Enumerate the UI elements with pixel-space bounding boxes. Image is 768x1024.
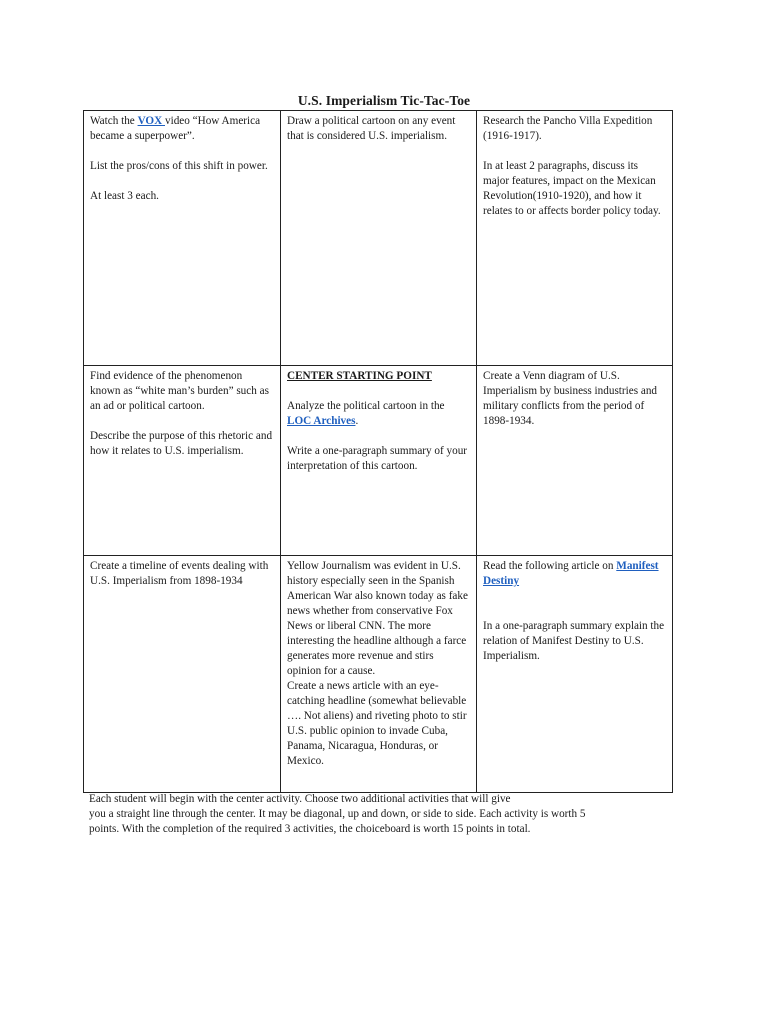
cell-text: Analyze the political cartoon in the [287,400,445,412]
cell-manifest-destiny [477,556,673,793]
cell-vox-video [84,111,281,366]
instructions-footer [89,792,669,837]
footer-line: you a straight line through the center. It may be diagonal, up and down, or side to side. Each activity is worth 5 [89,808,586,820]
cell-timeline [84,556,281,793]
loc-archives-link[interactable]: LOC Archives [287,415,356,427]
footer-line: Each student will begin with the center activity. Choose two additional activities that will give [89,793,511,805]
cell-yellow-journalism [281,556,477,793]
cell-text: Write a one-paragraph summary of your interpretation of this cartoon. [287,445,468,472]
cell-political-cartoon [281,111,477,366]
cell-text: Yellow Journalism was evident in U.S. history especially seen in the Spanish American War also known today as fake news whether from conservative Fox News or liberal CNN. The more interesting the headline although a farce generates more revenue and stirs opinion for a cause. [287,560,468,677]
footer-line: points. With the completion of the required 3 activities, the choiceboard is worth 15 points in total. [89,823,531,835]
cell-text: Draw a political cartoon on any event that is considered U.S. imperialism. [287,115,456,142]
cell-pancho-villa [477,111,673,366]
cell-text: Create a Venn diagram of U.S. Imperialism by business industries and military conflicts from the period of 1898-1934. [483,370,658,427]
board-row-1 [84,111,673,366]
cell-text: List the pros/cons of this shift in power. [90,160,268,172]
cell-text: Describe the purpose of this rhetoric and how it relates to U.S. imperialism. [90,430,273,457]
board-row-2 [84,366,673,556]
cell-center-starting-point [281,366,477,556]
cell-text: Watch the [90,115,138,127]
cell-text: Find evidence of the phenomenon known as “white man’s burden” such as an ad or political cartoon. [90,370,269,412]
tic-tac-toe-board [83,110,673,793]
center-heading: CENTER STARTING POINT [287,370,432,382]
cell-text: Create a news article with an eye-catching headline (somewhat believable …. Not aliens) and riveting photo to stir U.S. public opinion to invade Cuba, Panama, Nicaragua, Honduras, or Mexico. [287,680,467,767]
cell-text: Read the following article on [483,560,617,572]
cell-venn-diagram [477,366,673,556]
cell-text: . [355,415,359,427]
board-row-3 [84,556,673,793]
cell-text: Research the Pancho Villa Expedition (1916-1917). [483,115,653,142]
cell-text: video “How America became a superpower”. [90,115,261,142]
page-title: U.S. Imperialism Tic-Tac-Toe [297,93,471,108]
cell-text: In at least 2 paragraphs, discuss its major features, impact on the Mexican Revolution(1910-1920), and how it relates to or affects border policy today. [483,160,661,217]
cell-text: Create a timeline of events dealing with U.S. Imperialism from 1898-1934 [90,560,269,587]
vox-link[interactable]: VOX [137,115,165,127]
cell-text: At least 3 each. [90,190,159,202]
manifest-destiny-link[interactable]: Manifest Destiny [483,560,659,587]
cell-text: In a one-paragraph summary explain the relation of Manifest Destiny to U.S. Imperialism. [483,620,665,662]
cell-white-mans-burden [84,366,281,556]
